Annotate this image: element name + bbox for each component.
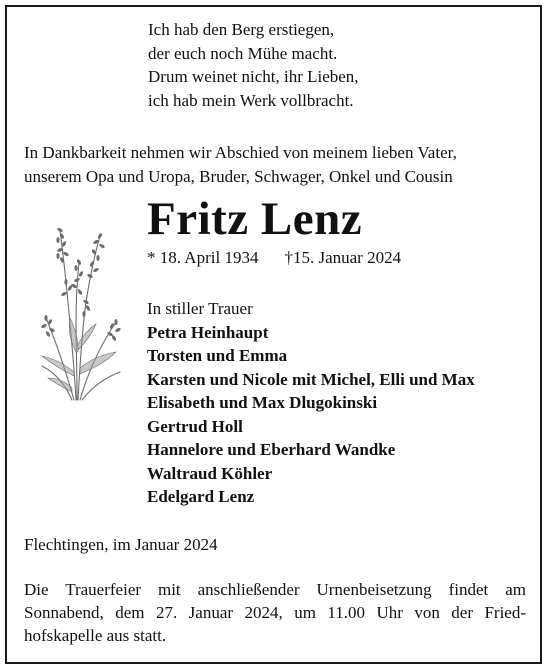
farewell-intro — [24, 141, 457, 189]
poem-line: ich hab mein Werk vollbracht. — [148, 90, 354, 110]
mourner-name: Petra Heinhaupt — [147, 322, 269, 342]
mourners-list — [147, 297, 475, 509]
poem-line: Ich hab den Berg erstiegen, — [148, 20, 335, 39]
service-line: Die Trauerfeier mit anschließender Urnenbeisetzung findet am — [24, 580, 526, 599]
intro-line: unserem Opa und Uropa, Bruder, Schwager, Onkel und Cousin — [24, 167, 453, 186]
poem-line: der euch noch Mühe macht. — [148, 43, 338, 63]
death-date: †15. Januar 2024 — [284, 248, 402, 267]
deceased-name: Fritz Lenz — [147, 193, 363, 245]
funeral-service-info — [24, 578, 526, 647]
mourner-name: Hannelore und Eberhard Wandke — [147, 440, 396, 459]
flower-sprig-icon — [36, 222, 124, 402]
service-line: hofskapelle aus statt. — [24, 626, 167, 645]
intro-line: In Dankbarkeit nehmen wir Abschied von meinem lieben Vater, — [24, 143, 457, 162]
mourner-name: Torsten und Emma — [147, 346, 288, 365]
birth-date: * 18. April 1934 — [147, 248, 259, 267]
place-and-date: Flechtingen, im Januar 2024 — [24, 535, 218, 554]
service-line: Sonnabend, dem 27. Januar 2024, um 11.00 Uhr von der Fried- — [24, 603, 526, 622]
memorial-poem — [148, 18, 359, 112]
life-dates — [147, 247, 401, 269]
poem-line: Drum weinet nicht, ihr Lieben, — [148, 67, 359, 86]
mourner-name: Karsten und Nicole mit Michel, Elli und Max — [147, 369, 475, 389]
mourner-name: Gertrud Holl — [147, 416, 243, 436]
mourner-name: Edelgard Lenz — [147, 487, 255, 506]
mourners-heading: In stiller Trauer — [147, 299, 253, 318]
mourner-name: Elisabeth und Max Dlugokinski — [147, 393, 378, 412]
mourner-name: Waltraud Köhler — [147, 463, 273, 483]
